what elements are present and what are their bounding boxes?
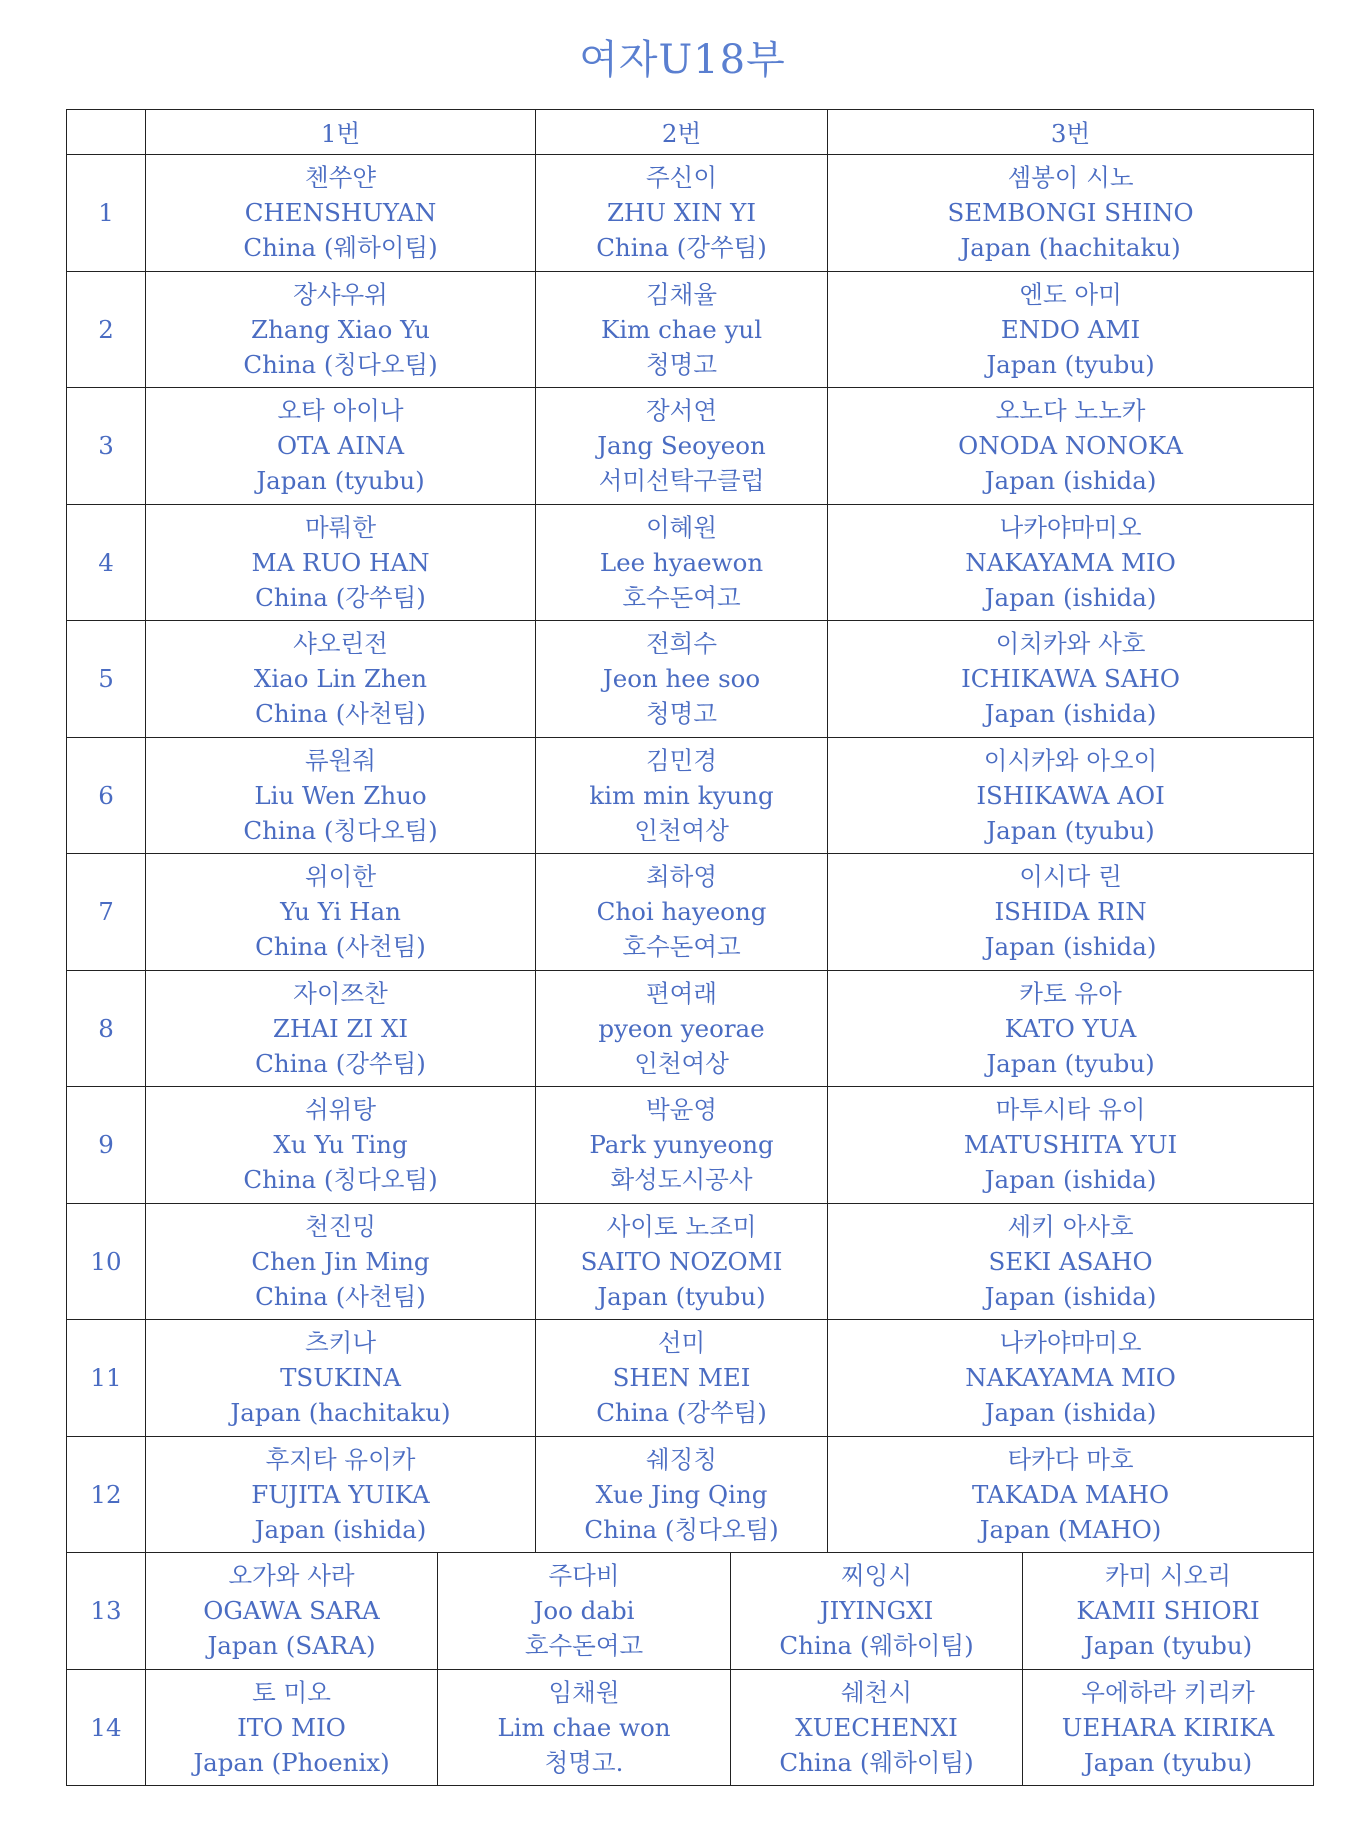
- player-name-korean: 쉐징칭: [646, 1444, 718, 1474]
- player-cell: [1023, 1669, 1314, 1786]
- player-name-korean: 이시카와 아오이: [983, 745, 1158, 775]
- player-name-korean: 천진밍: [305, 1211, 377, 1241]
- player-name-korean: 후지타 유이카: [265, 1444, 416, 1474]
- player-name-english: Xu Yu Ting: [273, 1130, 408, 1160]
- roster-body: [67, 155, 1314, 1786]
- table-row: [67, 1087, 1314, 1204]
- player-cell: [536, 621, 828, 738]
- player-cell: [146, 854, 536, 971]
- player-team: 청명고: [646, 699, 718, 729]
- player-team: Japan (ishida): [984, 932, 1157, 962]
- player-name-korean: 엔도 아미: [1019, 279, 1122, 309]
- player-team: Japan (tyubu): [986, 815, 1155, 845]
- player-cell: [146, 1320, 536, 1437]
- player-cell: [146, 737, 536, 854]
- player-team: Japan (ishida): [984, 1165, 1157, 1195]
- row-number: 13: [67, 1553, 146, 1670]
- player-name-english: JIYINGXI: [819, 1596, 934, 1626]
- row-number: 5: [67, 621, 146, 738]
- player-cell: [536, 1087, 828, 1204]
- row-number: 9: [67, 1087, 146, 1204]
- row-number: 2: [67, 271, 146, 388]
- player-name-korean: 츠키나: [305, 1328, 377, 1358]
- player-name-english: Jeon hee soo: [602, 664, 761, 694]
- player-team: 호수돈여고: [622, 582, 741, 612]
- player-team: 호수돈여고: [622, 932, 741, 962]
- player-team: China (칭다오팀): [243, 349, 438, 379]
- player-name-english: XUECHENXI: [795, 1712, 958, 1742]
- table-row: [67, 854, 1314, 971]
- row-number: 14: [67, 1669, 146, 1786]
- player-name-english: Liu Wen Zhuo: [254, 780, 427, 810]
- player-cell: [536, 854, 828, 971]
- player-team: China (칭다오팀): [584, 1514, 779, 1544]
- player-cell: [828, 504, 1314, 621]
- player-name-english: Chen Jin Ming: [251, 1246, 430, 1276]
- header-row: [67, 110, 1314, 155]
- player-name-korean: 류원줘: [305, 745, 377, 775]
- player-name-korean: 타카다 마호: [1007, 1444, 1134, 1474]
- player-cell: [146, 155, 536, 272]
- player-name-english: ZHU XIN YI: [607, 198, 757, 228]
- player-name-korean: 쉐천시: [841, 1677, 913, 1707]
- player-team: 인천여상: [634, 1048, 729, 1078]
- player-name-korean: 주다비: [548, 1561, 620, 1591]
- player-team: Japan (tyubu): [986, 349, 1155, 379]
- player-name-english: Jang Seoyeon: [597, 431, 766, 461]
- player-name-korean: 우에하라 키리카: [1081, 1677, 1255, 1707]
- player-cell: [146, 1553, 438, 1670]
- player-cell: [536, 1436, 828, 1553]
- player-cell: [438, 1669, 731, 1786]
- player-team: Japan (ishida): [984, 1398, 1157, 1428]
- player-cell: [828, 271, 1314, 388]
- player-team: 청명고: [646, 349, 718, 379]
- player-team: China (강쑤팀): [596, 233, 767, 263]
- player-team: Japan (ishida): [984, 582, 1157, 612]
- table-row: [67, 737, 1314, 854]
- player-name-english: SHEN MEI: [612, 1363, 751, 1393]
- player-name-korean: 박윤영: [646, 1095, 718, 1125]
- player-name-english: SEKI ASAHO: [988, 1246, 1153, 1276]
- table-row: [67, 155, 1314, 272]
- player-name-english: ENDO AMI: [1000, 314, 1141, 344]
- player-name-korean: 자이쯔찬: [293, 978, 388, 1008]
- table-row: [67, 504, 1314, 621]
- player-name-english: Yu Yi Han: [280, 897, 401, 927]
- player-cell: [828, 388, 1314, 505]
- player-team: Japan (hachitaku): [230, 1398, 451, 1428]
- player-team: China (칭다오팀): [243, 1165, 438, 1195]
- table-row: [67, 1553, 1314, 1670]
- player-name-korean: 카토 유아: [1019, 978, 1122, 1008]
- row-number: 8: [67, 970, 146, 1087]
- table-row: [67, 271, 1314, 388]
- player-team: China (웨하이팀): [779, 1631, 974, 1661]
- table-row: [67, 388, 1314, 505]
- player-name-english: OTA AINA: [276, 431, 405, 461]
- player-cell: [146, 621, 536, 738]
- player-name-korean: 마투시타 유이: [995, 1095, 1146, 1125]
- player-name-korean: 마뤄한: [305, 512, 377, 542]
- table-row: [67, 970, 1314, 1087]
- player-team: China (강쑤팀): [255, 1048, 426, 1078]
- player-name-english: TAKADA MAHO: [972, 1479, 1170, 1509]
- player-name-english: SEMBONGI SHINO: [947, 198, 1194, 228]
- row-number: 12: [67, 1436, 146, 1553]
- player-name-english: Xue Jing Qing: [595, 1479, 768, 1509]
- row-number: 3: [67, 388, 146, 505]
- player-team: Japan (ishida): [984, 466, 1157, 496]
- player-name-korean: 샤오린전: [293, 629, 388, 659]
- page-title: 여자U18부: [579, 37, 786, 83]
- header-index: [67, 110, 146, 155]
- player-name-korean: 오타 아이나: [277, 396, 404, 426]
- row-number: 11: [67, 1320, 146, 1437]
- player-name-english: TSUKINA: [280, 1363, 401, 1393]
- table-row: [67, 1203, 1314, 1320]
- player-name-english: Choi hayeong: [596, 897, 767, 927]
- player-name-korean: 쉬위탕: [305, 1095, 377, 1125]
- player-cell: [731, 1553, 1023, 1670]
- player-name-korean: 나카야마미오: [999, 1328, 1142, 1358]
- player-team: 서미선탁구클럽: [598, 466, 765, 496]
- player-cell: [536, 271, 828, 388]
- player-cell: [828, 737, 1314, 854]
- player-name-korean: 편여래: [646, 978, 718, 1008]
- player-name-korean: 임채원: [548, 1677, 620, 1707]
- player-name-korean: 주신이: [646, 163, 718, 193]
- player-name-korean: 이치카와 사호: [995, 629, 1146, 659]
- player-name-english: Kim chae yul: [601, 314, 763, 344]
- player-name-korean: 김채율: [646, 279, 718, 309]
- player-name-english: Zhang Xiao Yu: [251, 314, 430, 344]
- player-team: Japan (tyubu): [986, 1048, 1155, 1078]
- player-name-english: FUJITA YUIKA: [251, 1479, 430, 1509]
- player-name-english: MATUSHITA YUI: [963, 1130, 1178, 1160]
- player-team: Japan (MAHO): [979, 1514, 1162, 1544]
- player-cell: [146, 504, 536, 621]
- player-cell: [536, 970, 828, 1087]
- player-name-korean: 첸쑤얀: [305, 163, 377, 193]
- player-name-english: NAKAYAMA MIO: [965, 547, 1176, 577]
- player-team: China (사천팀): [255, 1281, 426, 1311]
- player-name-korean: 선미: [657, 1328, 706, 1358]
- player-name-korean: 셈봉이 시노: [1007, 163, 1134, 193]
- header-col-3: 3번: [828, 110, 1314, 155]
- player-name-korean: 최하영: [646, 862, 718, 892]
- player-name-english: ITO MIO: [237, 1712, 346, 1742]
- player-cell: [536, 1203, 828, 1320]
- player-team: China (사천팀): [255, 699, 426, 729]
- row-number: 1: [67, 155, 146, 272]
- player-name-english: ONODA NONOKA: [958, 431, 1183, 461]
- player-cell: [146, 271, 536, 388]
- player-cell: [1023, 1553, 1314, 1670]
- player-cell: [438, 1553, 731, 1670]
- player-name-english: Xiao Lin Zhen: [253, 664, 428, 694]
- player-team: China (칭다오팀): [243, 815, 438, 845]
- player-team: Japan (Phoenix): [193, 1747, 390, 1777]
- player-cell: [146, 1203, 536, 1320]
- player-name-english: SAITO NOZOMI: [580, 1246, 783, 1276]
- player-name-english: ICHIKAWA SAHO: [961, 664, 1180, 694]
- player-name-english: MA RUO HAN: [251, 547, 430, 577]
- player-name-korean: 전희수: [646, 629, 718, 659]
- player-name-english: CHENSHUYAN: [244, 198, 437, 228]
- player-team: Japan (SARA): [207, 1631, 376, 1661]
- player-team: China (강쑤팀): [596, 1398, 767, 1428]
- player-team: 청명고.: [544, 1747, 624, 1777]
- player-name-english: NAKAYAMA MIO: [965, 1363, 1176, 1393]
- player-cell: [536, 388, 828, 505]
- player-name-english: pyeon yeorae: [598, 1013, 765, 1043]
- table-row: [67, 1436, 1314, 1553]
- player-name-english: ISHIKAWA AOI: [976, 780, 1165, 810]
- player-team: Japan (tyubu): [1083, 1631, 1253, 1661]
- player-cell: [146, 388, 536, 505]
- player-name-korean: 오가와 사라: [228, 1561, 355, 1591]
- player-team: Japan (ishida): [984, 699, 1157, 729]
- player-name-korean: 찌잉시: [841, 1561, 913, 1591]
- player-cell: [146, 1669, 438, 1786]
- player-team: Japan (ishida): [984, 1281, 1157, 1311]
- player-cell: [146, 970, 536, 1087]
- header-col-1: 1번: [146, 110, 536, 155]
- player-name-english: KATO YUA: [1004, 1013, 1137, 1043]
- player-team: 화성도시공사: [610, 1165, 753, 1195]
- player-team: Japan (ishida): [254, 1514, 427, 1544]
- player-name-english: UEHARA KIRIKA: [1061, 1712, 1275, 1742]
- player-team: Japan (tyubu): [256, 466, 425, 496]
- player-cell: [828, 1436, 1314, 1553]
- roster-table: [66, 109, 1314, 1786]
- row-number: 10: [67, 1203, 146, 1320]
- player-team: China (웨하이팀): [779, 1747, 974, 1777]
- player-team: Japan (tyubu): [1083, 1747, 1253, 1777]
- player-name-korean: 장샤우위: [293, 279, 388, 309]
- row-number: 7: [67, 854, 146, 971]
- player-name-korean: 나카야마미오: [999, 512, 1142, 542]
- player-team: China (사천팀): [255, 932, 426, 962]
- player-name-english: kim min kyung: [589, 780, 774, 810]
- player-cell: [828, 854, 1314, 971]
- player-cell: [828, 621, 1314, 738]
- player-team: Japan (hachitaku): [960, 233, 1181, 263]
- player-cell: [536, 504, 828, 621]
- player-name-korean: 김민경: [646, 745, 718, 775]
- player-name-english: KAMII SHIORI: [1076, 1596, 1260, 1626]
- table-row: [67, 1320, 1314, 1437]
- player-cell: [536, 155, 828, 272]
- player-team: 호수돈여고: [524, 1631, 644, 1661]
- player-name-korean: 사이토 노조미: [606, 1211, 757, 1241]
- player-name-english: Lee hyaewon: [599, 547, 764, 577]
- player-name-english: ZHAI ZI XI: [272, 1013, 409, 1043]
- table-row: [67, 1669, 1314, 1786]
- player-cell: [828, 1087, 1314, 1204]
- player-cell: [828, 155, 1314, 272]
- player-cell: [828, 1320, 1314, 1437]
- player-team: 인천여상: [634, 815, 729, 845]
- player-name-korean: 토 미오: [252, 1677, 331, 1707]
- player-name-english: ISHIDA RIN: [994, 897, 1147, 927]
- player-cell: [536, 737, 828, 854]
- player-cell: [146, 1087, 536, 1204]
- player-team: China (웨하이팀): [243, 233, 438, 263]
- player-name-english: Lim chae won: [497, 1712, 671, 1742]
- player-name-korean: 위이한: [305, 862, 377, 892]
- player-name-english: OGAWA SARA: [203, 1596, 380, 1626]
- player-name-korean: 세키 아사호: [1007, 1211, 1134, 1241]
- player-name-korean: 이혜원: [646, 512, 718, 542]
- player-name-korean: 오노다 노노카: [995, 396, 1146, 426]
- row-number: 6: [67, 737, 146, 854]
- player-cell: [731, 1669, 1023, 1786]
- player-name-english: Park yunyeong: [589, 1130, 774, 1160]
- row-number: 4: [67, 504, 146, 621]
- player-cell: [536, 1320, 828, 1437]
- player-name-korean: 이시다 린: [1019, 862, 1122, 892]
- table-row: [67, 621, 1314, 738]
- player-name-korean: 카미 시오리: [1104, 1561, 1232, 1591]
- player-name-korean: 장서연: [646, 396, 718, 426]
- player-cell: [146, 1436, 536, 1553]
- player-team: Japan (tyubu): [597, 1281, 766, 1311]
- player-cell: [828, 1203, 1314, 1320]
- header-col-2: 2번: [536, 110, 828, 155]
- player-name-english: Joo dabi: [533, 1596, 635, 1626]
- player-cell: [828, 970, 1314, 1087]
- player-team: China (강쑤팀): [255, 582, 426, 612]
